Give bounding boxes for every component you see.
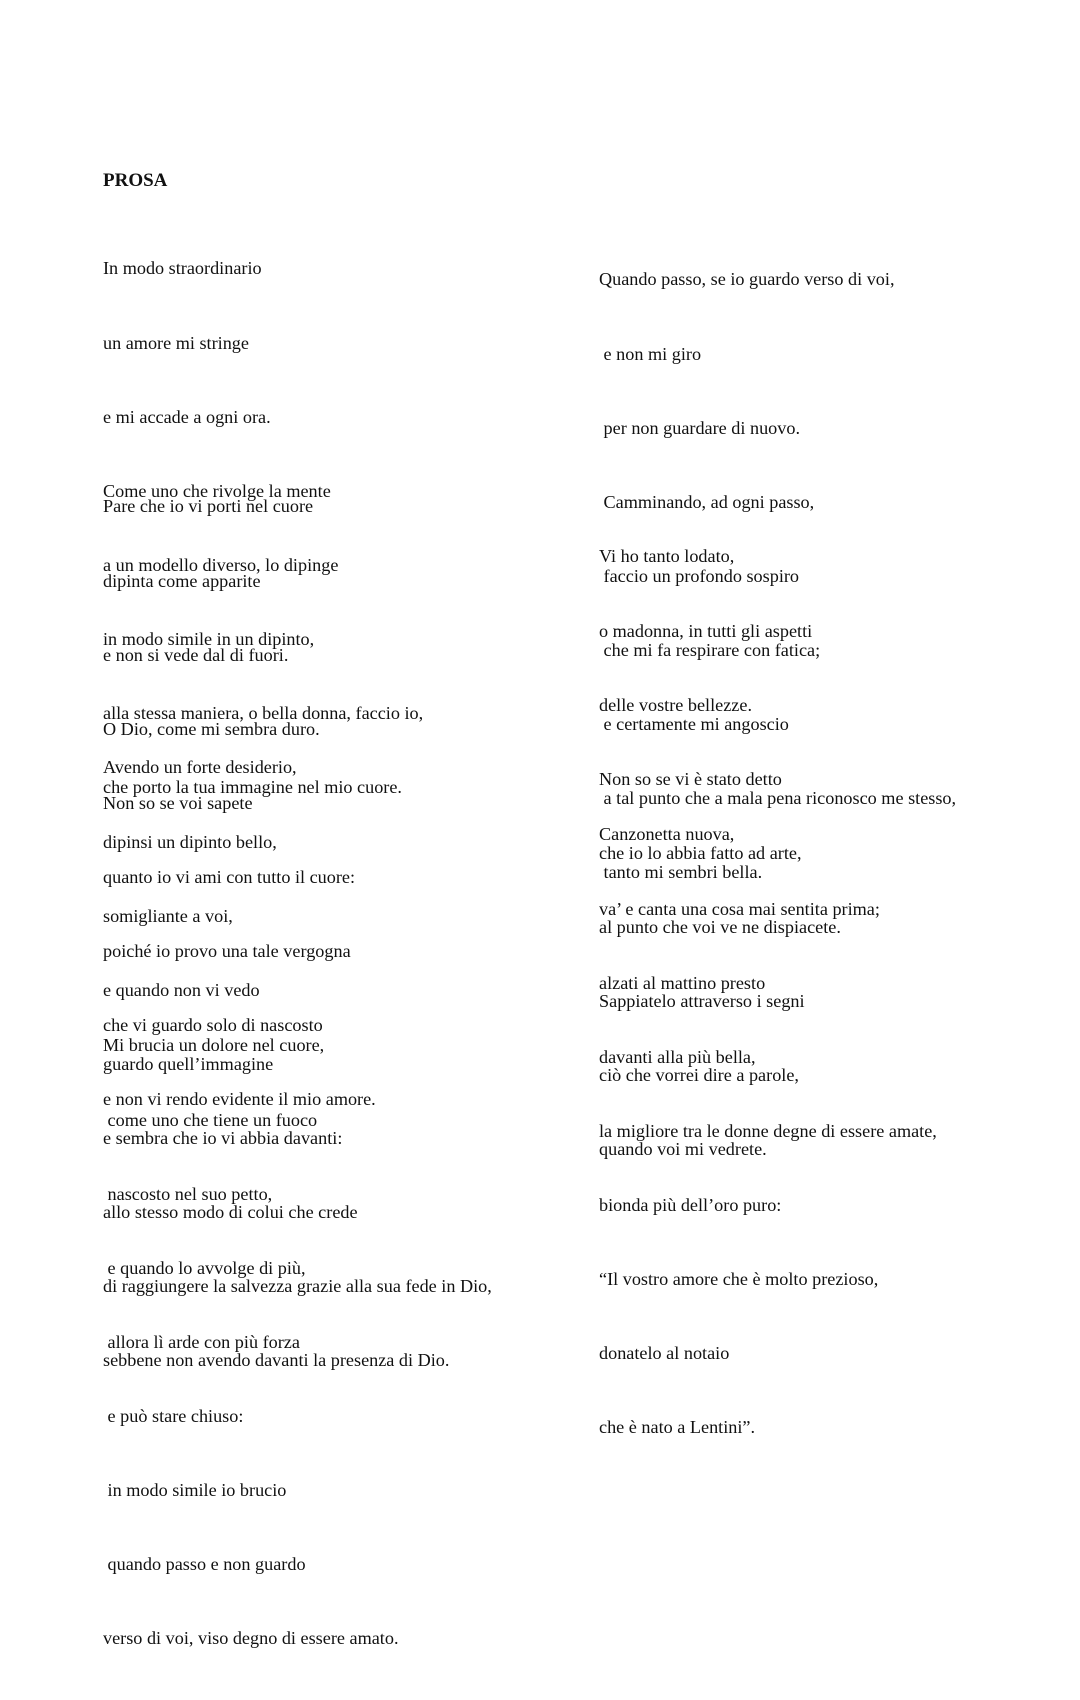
verse-line: Non so se voi sapete [103,792,253,813]
verse-line: alla stessa maniera, o bella donna, faccio io, [103,703,424,724]
verse-line: Pare che io vi porti nel cuore [103,496,314,517]
verse-line: allo stesso modo di colui che crede [103,1202,358,1223]
verse-line: quando passo e non guardo [103,1554,306,1575]
verse-line: che porto la tua immagine nel mio cuore. [103,777,402,798]
verse-line: per non guardare di nuovo. [599,417,801,438]
verse-line: in modo simile io brucio [103,1480,287,1501]
verse-line: in modo simile in un dipinto, [103,628,315,649]
stanza-right-3 [599,773,937,1489]
verse-line: dipinsi un dipinto bello, [103,831,277,852]
verse-line: che mi fa respirare con fatica; [599,639,821,660]
verse-line: quanto io vi ami con tutto il cuore: [103,866,356,887]
verse-line: che vi guardo solo di nascosto [103,1015,323,1036]
verse-line: e certamente mi angoscio [599,714,789,735]
verse-line: guardo quell’immagine [103,1053,274,1074]
verse-line: a un modello diverso, lo dipinge [103,554,339,575]
verse-line: nascosto nel suo petto, [103,1183,273,1204]
verse-line: delle vostre bellezze. [599,694,752,715]
verse-line: poiché io provo una tale vergogna [103,941,351,962]
verse-line: davanti alla più bella, [599,1046,756,1067]
verse-line: che è nato a Lentini”. [599,1417,756,1438]
verse-line: allora lì arde con più forza [103,1331,300,1352]
verse-line: Vi ho tanto lodato, [599,546,735,567]
verse-line: e può stare chiuso: [103,1405,244,1426]
verse-line: ciò che vorrei dire a parole, [599,1065,799,1086]
verse-line: faccio un profondo sospiro [599,565,800,586]
verse-line: sebbene non avendo davanti la presenza di Dio. [103,1350,450,1371]
verse-line: donatelo al notaio [599,1343,730,1364]
stanza-left-4 [103,984,399,1700]
verse-line: e non si vede dal di fuori. [103,644,289,665]
verse-line: la migliore tra le donne degne di essere amate, [599,1120,937,1141]
verse-line: e quando lo avvolge di più, [103,1257,306,1278]
verse-line: quando voi mi vedrete. [599,1139,767,1160]
verse-line: e non mi giro [599,343,702,364]
verse-line: Camminando, ad ogni passo, [599,491,815,512]
verse-line: e quando non vi vedo [103,979,260,1000]
verse-line: o madonna, in tutti gli aspetti [599,620,813,641]
verse-line: Come uno che rivolge la mente [103,480,331,501]
verse-line: verso di voi, viso degno di essere amato. [103,1628,399,1649]
verse-line: Quando passo, se io guardo verso di voi, [599,269,895,290]
verse-line: e sembra che io vi abbia davanti: [103,1127,343,1148]
verse-line: va’ e canta una cosa mai sentita prima; [599,898,880,919]
verse-line: Avendo un forte desiderio, [103,757,297,778]
verse-line: e mi accade a ogni ora. [103,406,271,427]
verse-line: Canzonetta nuova, [599,824,735,845]
verse-line: alzati al mattino presto [599,972,766,993]
verse-line: Sappiatelo attraverso i segni [599,991,805,1012]
verse-line: che io lo abbia fatto ad arte, [599,842,802,863]
verse-line: Non so se vi è stato detto [599,768,782,789]
verse-line: “Il vostro amore che è molto prezioso, [599,1269,879,1290]
verse-line: In modo straordinario [103,258,262,279]
page-title: PROSA [103,170,168,191]
verse-line: a tal punto che a mala pena riconosco me stesso, [599,788,957,809]
verse-line: di raggiungere la salvezza grazie alla sua fede in Dio, [103,1276,492,1297]
verse-line: Mi brucia un dolore nel cuore, [103,1035,325,1056]
verse-line: somigliante a voi, [103,905,233,926]
verse-line: tanto mi sembri bella. [599,862,763,883]
verse-line: bionda più dell’oro puro: [599,1194,782,1215]
verse-line: come uno che tiene un fuoco [103,1109,318,1130]
verse-line: un amore mi stringe [103,332,249,353]
verse-line: al punto che voi ve ne dispiacete. [599,916,841,937]
verse-line: e non vi rendo evidente il mio amore. [103,1089,376,1110]
verse-line: O Dio, come mi sembra duro. [103,718,320,739]
verse-line: dipinta come apparite [103,570,261,591]
